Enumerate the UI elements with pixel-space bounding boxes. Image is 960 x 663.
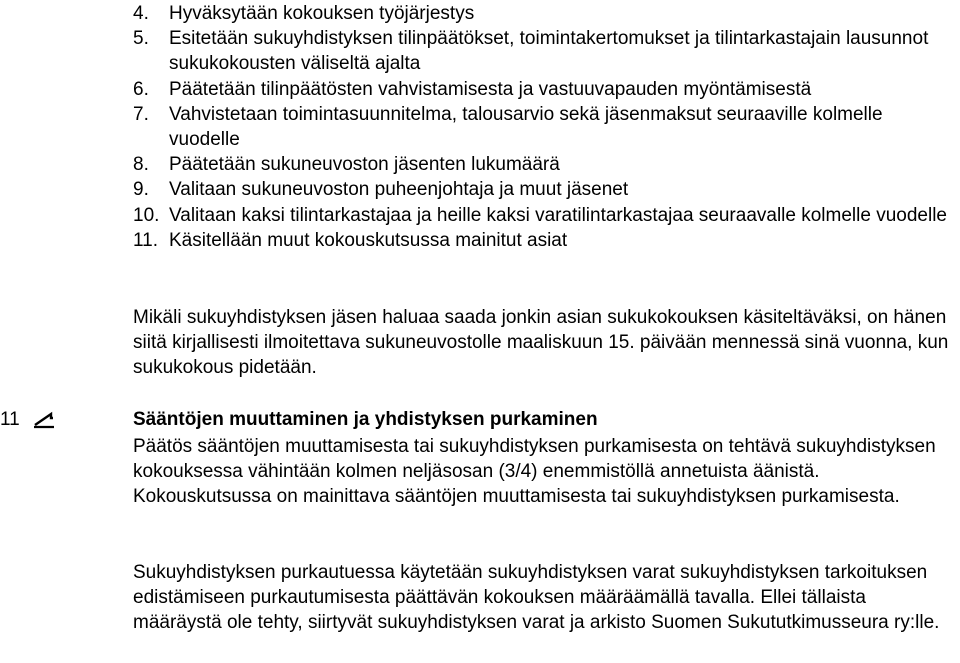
- section-paragraph-amendment: Päätös sääntöjen muuttamisesta tai sukuyhdistyksen purkamisesta on tehtävä sukuyhdistyksen kokouksessa vähintään kolmen neljäsosan (3/4) enemmistöllä annetuista äänistä. Kokouskutsussa on mainittava sääntöjen muuttamisesta tai sukuyhdistyksen purkamisesta.: [133, 436, 936, 508]
- agenda-item-text: Valitaan sukuneuvoston puheenjohtaja ja muut jäsenet: [169, 179, 629, 201]
- agenda-item-text: Valitaan kaksi tilintarkastajaa ja heille kaksi varatilintarkastajaa seuraavalle kolmelle vuodelle: [169, 204, 947, 226]
- section-title: Sääntöjen muuttaminen ja yhdistyksen purkaminen: [133, 409, 598, 430]
- agenda-item-number: 8.: [133, 154, 149, 176]
- agenda-item: [133, 102, 955, 152]
- agenda-item-number: 5.: [133, 28, 149, 50]
- agenda-list: [133, 1, 955, 253]
- section-number: 11: [0, 409, 20, 430]
- agenda-item-text: Esitetään sukuyhdistyksen tilinpäätökset, toimintakertomukset ja tilintarkastajain lausunnot sukukokousten väliseltä ajalta: [169, 28, 929, 75]
- agenda-item-number: 7.: [133, 103, 149, 125]
- agenda-item-text: Vahvistetaan toimintasuunnitelma, talousarvio sekä jäsenmaksut seuraaville kolmelle vuodelle: [169, 103, 883, 151]
- agenda-item: [133, 203, 955, 228]
- agenda-item: [133, 77, 955, 102]
- agenda-item-number: 6.: [133, 78, 149, 100]
- section-paragraph-dissolution: Sukuyhdistyksen purkautuessa käytetään sukuyhdistyksen varat sukuyhdistyksen tarkoituksen edistämiseen purkautumisesta päättävän kokouksen määräämällä tavalla. Ellei tällaista määräystä ole tehty, siirtyvät sukuyhdistyksen varat ja arkisto Suomen Sukututkimusseura ry:lle.: [133, 562, 940, 634]
- agenda-item-number: 9.: [133, 179, 149, 201]
- agenda-item-text: Hyväksytään kokouksen työjärjestys: [169, 3, 475, 24]
- agenda-item: [133, 228, 955, 253]
- agenda-item-text: Päätetään sukuneuvoston jäsenten lukumäärä: [169, 154, 560, 176]
- agenda-item-number: 10.: [133, 204, 160, 226]
- agenda-item: [133, 152, 955, 177]
- agenda-item-text: Käsitellään muut kokouskutsussa mainitut asiat: [169, 229, 568, 251]
- agenda-item-number: 4.: [133, 3, 149, 24]
- agenda-item: [133, 1, 955, 26]
- agenda-item: [133, 177, 955, 202]
- section-heading: [0, 406, 960, 434]
- agenda-item-text: Päätetään tilinpäätösten vahvistamisesta ja vastuuvapauden myöntämisestä: [169, 78, 812, 100]
- notice-paragraph: Mikäli sukuyhdistyksen jäsen haluaa saada jonkin asian sukukokouksen käsiteltäväksi, on hänen siitä kirjallisesti ilmoitettava sukuneuvostolle maaliskuun 15. päivään mennessä sinä vuonna, kun sukukokous pidetään.: [133, 307, 949, 379]
- agenda-item-number: 11.: [133, 229, 159, 251]
- section-sign-icon: [31, 406, 57, 434]
- agenda-item: [133, 26, 955, 76]
